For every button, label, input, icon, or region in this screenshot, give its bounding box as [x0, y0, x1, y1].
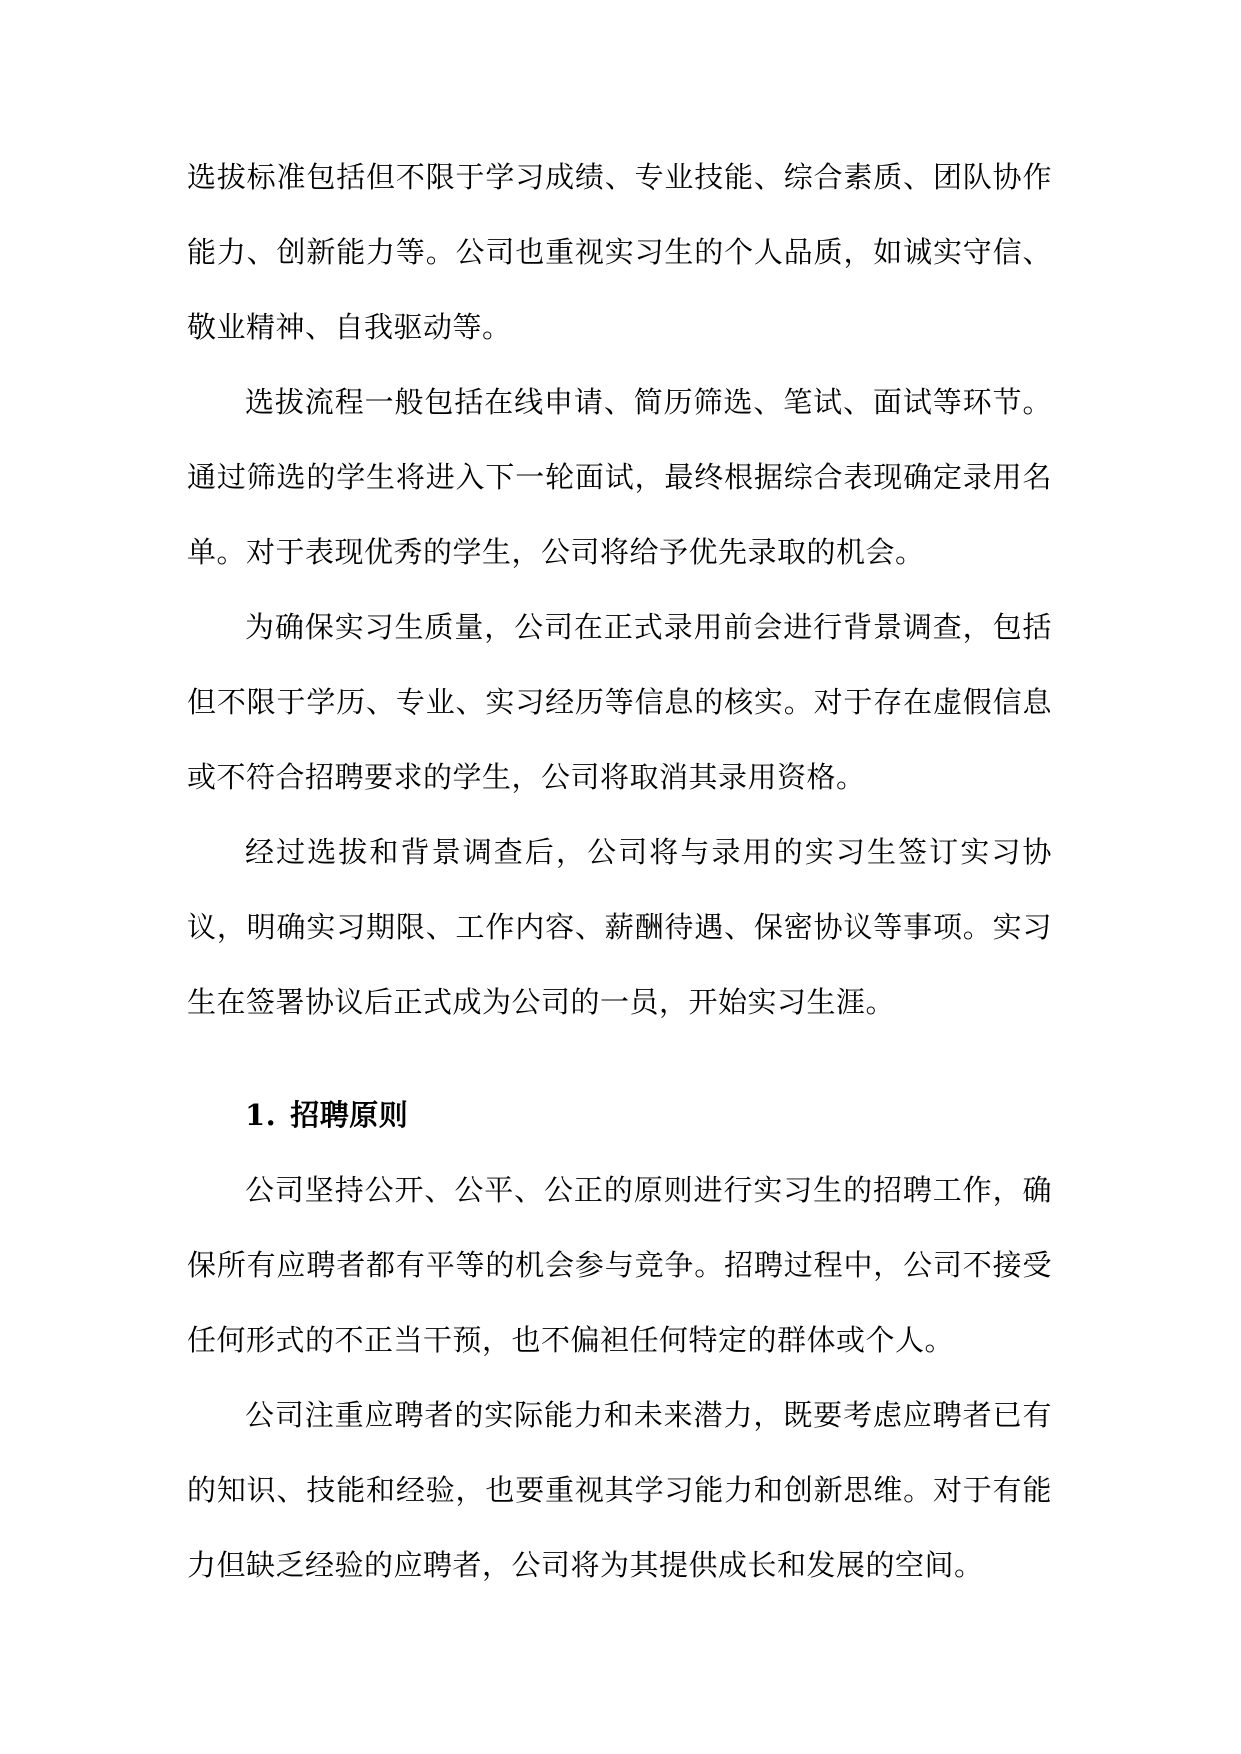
paragraph-fairness-principle: 公司坚持公开、公平、公正的原则进行实习生的招聘工作，确保所有应聘者都有平等的机会参与竞争。招聘过程中，公司不接受任何形式的不正当干预，也不偏袒任何特定的群体或个人。: [187, 1173, 1052, 1357]
section-heading: [187, 1078, 1052, 1153]
paragraph-ability-potential: 公司注重应聘者的实际能力和未来潜力，既要考虑应聘者已有的知识、技能和经验，也要重视其学习能力和创新思维。对于有能力但缺乏经验的应聘者，公司将为其提供成长和发展的空间。: [187, 1398, 1052, 1582]
document-body: [187, 140, 1052, 1603]
paragraph-internship-agreement: 经过选拔和背景调查后，公司将与录用的实习生签订实习协议，明确实习期限、工作内容、薪酬待遇、保密协议等事项。实习生在签署协议后正式成为公司的一员，开始实习生涯。: [187, 835, 1052, 1019]
paragraph-selection-criteria: 选拔标准包括但不限于学习成绩、专业技能、综合素质、团队协作能力、创新能力等。公司也重视实习生的个人品质，如诚实守信、敬业精神、自我驱动等。: [187, 160, 1052, 344]
paragraph-background-check: 为确保实习生质量，公司在正式录用前会进行背景调查，包括但不限于学历、专业、实习经历等信息的核实。对于存在虚假信息或不符合招聘要求的学生，公司将取消其录用资格。: [187, 610, 1052, 794]
section-number: 1.: [245, 1098, 277, 1132]
section-title: 招聘原则: [290, 1098, 409, 1132]
paragraph-selection-process: 选拔流程一般包括在线申请、简历筛选、笔试、面试等环节。通过筛选的学生将进入下一轮面试，最终根据综合表现确定录用名单。对于表现优秀的学生，公司将给予优先录取的机会。: [187, 385, 1052, 569]
